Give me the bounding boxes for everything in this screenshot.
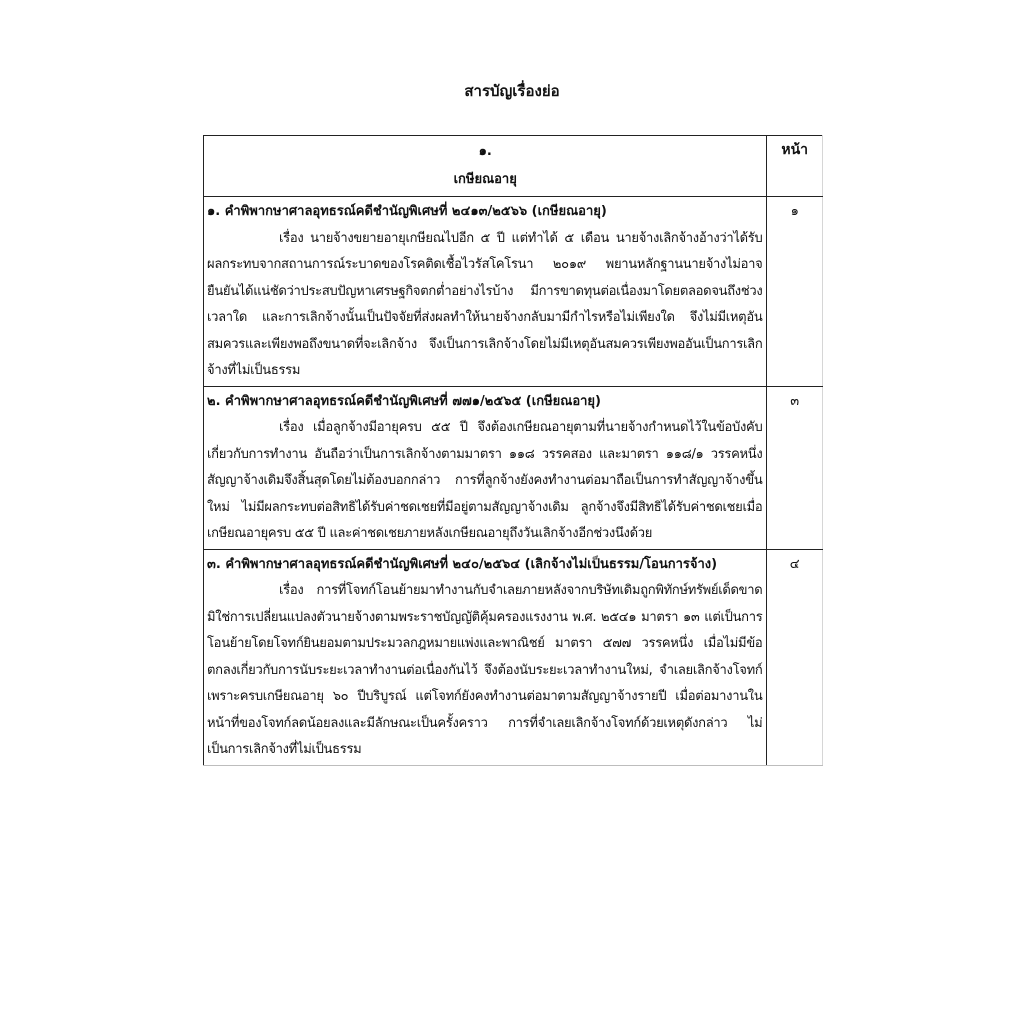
entry-summary: เรื่อง การที่โจทก์โอนย้ายมาทำงานกับจำเลยภายหลังจากบริษัทเดิมถูกพิทักษ์ทรัพย์เด็ดขาด มิใช่การเปลี่ยนแปลงตัวนายจ้างตามพระราชบัญญัติคุ้มครองแรงงาน พ.ศ. ๒๕๔๑ มาตรา ๑๓ แต่เป็นการโอนย้ายโดยโจทก์ยินยอมตามประมวลกฎหมายแพ่งและพาณิชย์ มาตรา ๕๗๗ วรรคหนึ่ง เมื่อไม่มีข้อตกลงเกี่ยวกับการนับระยะเวลาทำงานต่อเนื่องกันไว้ จึงต้องนับระยะเวลาทำงานใหม่, จำเลยเลิกจ้างโจทก์เพราะครบเกษียณอายุ ๖๐ ปีบริบูรณ์ แต่โจทก์ยังคงทำงานต่อมาตามสัญญาจ้างรายปี เมื่อต่อมางานในหน้าที่ของโจทก์ลดน้อยลงและมีลักษณะเป็นครั้งคราว การที่จำเลยเลิกจ้างโจทก์ด้วยเหตุดังกล่าว ไม่เป็นการเลิกจ้างที่ไม่เป็นธรรม (207, 583, 763, 757)
entry-title: ๒. คำพิพากษาศาลอุทธรณ์คดีชำนัญพิเศษที่ ๗๗๑/๒๕๖๕ (เกษียณอายุ) (207, 393, 601, 409)
entry-page-number: ๔ (767, 549, 823, 765)
entry-summary: เรื่อง นายจ้างขยายอายุเกษียณไปอีก ๕ ปี แต่ทำได้ ๕ เดือน นายจ้างเลิกจ้างอ้างว่าได้รับผลกระทบจากสถานการณ์ระบาดของโรคติดเชื้อไวรัสโคโรนา ๒๐๑๙ พยานหลักฐานนายจ้างไม่อาจยืนยันได้แน่ชัดว่าประสบปัญหาเศรษฐกิจตกต่ำอย่างไรบ้าง มีการขาดทุนต่อเนื่องมาโดยตลอดจนถึงช่วงเวลาใด และการเลิกจ้างนั้นเป็นปัจจัยที่ส่งผลทำให้นายจ้างกลับมามีกำไรหรือไม่เพียงใด จึงไม่มีเหตุอันสมควรและเพียงพอถึงขนาดที่จะเลิกจ้าง จึงเป็นการเลิกจ้างโดยไม่มีเหตุอันสมควรเพียงพออันเป็นการเลิกจ้างที่ไม่เป็นธรรม (207, 230, 763, 378)
table-row (204, 386, 823, 549)
entry-page-number: ๓ (767, 386, 823, 549)
table-row (204, 549, 823, 765)
table-row (204, 197, 823, 387)
entry-cell (204, 549, 767, 765)
section-title: เกษียณอายุ (453, 172, 517, 187)
section-number: ๑. (478, 144, 492, 159)
entry-page-number: ๑ (767, 197, 823, 387)
toc-table (203, 135, 823, 766)
entry-summary: เรื่อง เมื่อลูกจ้างมีอายุครบ ๕๕ ปี จึงต้องเกษียณอายุตามที่นายจ้างกำหนดไว้ในข้อบังคับเกี่ยวกับการทำงาน อันถือว่าเป็นการเลิกจ้างตามมาตรา ๑๑๘ วรรคสอง และมาตรา ๑๑๘/๑ วรรคหนึ่ง สัญญาจ้างเดิมจึงสิ้นสุดโดยไม่ต้องบอกกล่าว การที่ลูกจ้างยังคงทำงานต่อมาถือเป็นการทำสัญญาจ้างขึ้นใหม่ ไม่มีผลกระทบต่อสิทธิได้รับค่าชดเชยที่มีอยู่ตามสัญญาจ้างเดิม ลูกจ้างจึงมีสิทธิได้รับค่าชดเชยเมื่อเกษียณอายุครบ ๕๕ ปี และค่าชดเชยภายหลังเกษียณอายุถึงวันเลิกจ้างอีกช่วงนึงด้วย (207, 420, 763, 541)
entry-cell (204, 197, 767, 387)
entry-title: ๓. คำพิพากษาศาลอุทธรณ์คดีชำนัญพิเศษที่ ๒๔๐/๒๕๖๔ (เลิกจ้างไม่เป็นธรรม/โอนการจ้าง) (207, 556, 718, 572)
table-header-row (204, 136, 823, 197)
section-header-cell (204, 136, 767, 197)
page-column-header: หน้า (767, 136, 823, 197)
entry-title: ๑. คำพิพากษาศาลอุทธรณ์คดีชำนัญพิเศษที่ ๒๔๑๓/๒๕๖๖ (เกษียณอายุ) (207, 204, 607, 219)
page-title: สารบัญเรื่องย่อ (464, 82, 560, 100)
entry-cell (204, 386, 767, 549)
